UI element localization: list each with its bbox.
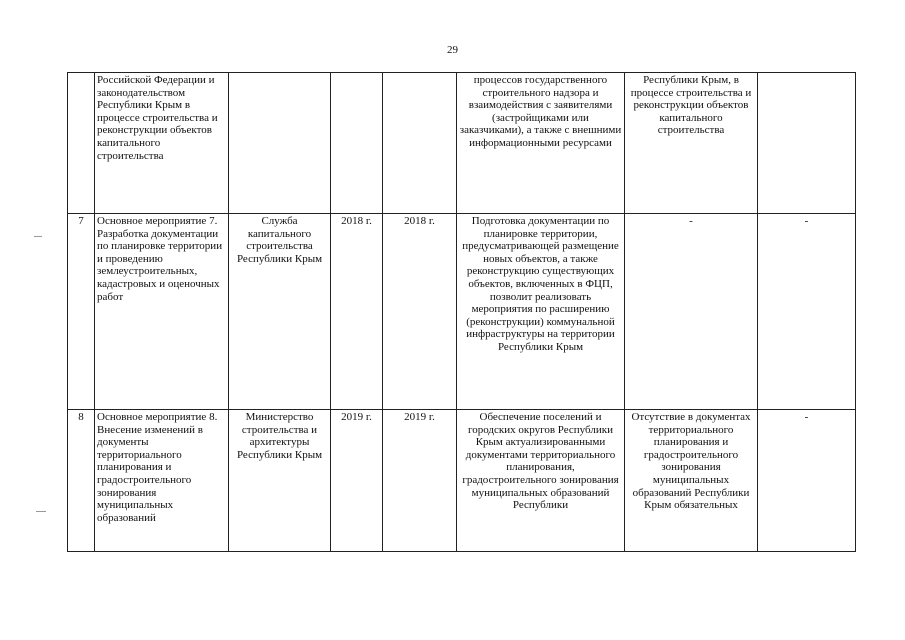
end-year-cell: 2019 г. xyxy=(383,410,457,552)
executor-cell xyxy=(229,73,331,214)
table-row xyxy=(68,73,856,214)
end-year-cell: 2018 г. xyxy=(383,214,457,410)
executor-cell: Служба капитального строительства Республики Крым xyxy=(229,214,331,410)
consequences-cell: Республики Крым, в процессе строительства и реконструкции объектов капитального строительства xyxy=(625,73,758,214)
row-number: 7 xyxy=(68,214,95,410)
start-year-cell xyxy=(331,73,383,214)
scan-mark xyxy=(36,511,46,512)
table-row xyxy=(68,410,856,552)
page-number: 29 xyxy=(447,44,458,56)
executor-cell: Министерство строительства и архитектуры Республики Крым xyxy=(229,410,331,552)
expected-result-cell: процессов государственного строительного надзора и взаимодействия с заявителями (застройщиками или заказчиками), а также с внешними информационными ресурсами xyxy=(457,73,625,214)
start-year-cell: 2018 г. xyxy=(331,214,383,410)
start-year-cell: 2019 г. xyxy=(331,410,383,552)
link-cell xyxy=(758,73,856,214)
consequences-cell: Отсутствие в документах территориального планирования и градостроительного зонирования муниципальных образований Республики Крым обязательных xyxy=(625,410,758,552)
link-cell: - xyxy=(758,214,856,410)
table-row xyxy=(68,214,856,410)
expected-result-cell: Обеспечение поселений и городских округов Республики Крым актуализированными документами территориального планирования, градостроительного зонирования муниципальных образований Республики xyxy=(457,410,625,552)
measure-name-cell: Основное мероприятие 8. Внесение изменений в документы территориального планирования и градостроительного зонирования муниципальных образований xyxy=(95,410,229,552)
consequences-cell: - xyxy=(625,214,758,410)
measure-name-cell: Основное мероприятие 7. Разработка документации по планировке территории и проведению землеустроительных, кадастровых и оценочных работ xyxy=(95,214,229,410)
measure-name-cell: Российской Федерации и законодательством Республики Крым в процессе строительства и реконструкции объектов капитального строительства xyxy=(95,73,229,214)
measures-table xyxy=(67,72,856,552)
scan-mark xyxy=(34,236,42,237)
link-cell: - xyxy=(758,410,856,552)
row-number xyxy=(68,73,95,214)
expected-result-cell: Подготовка документации по планировке территории, предусматривающей размещение новых объектов, а также реконструкцию существующих объектов, включенных в ФЦП, позволит реализовать мероприятия по расширению (реконструкции) коммунальной инфраструктуры на территории Республики Крым xyxy=(457,214,625,410)
end-year-cell xyxy=(383,73,457,214)
row-number: 8 xyxy=(68,410,95,552)
